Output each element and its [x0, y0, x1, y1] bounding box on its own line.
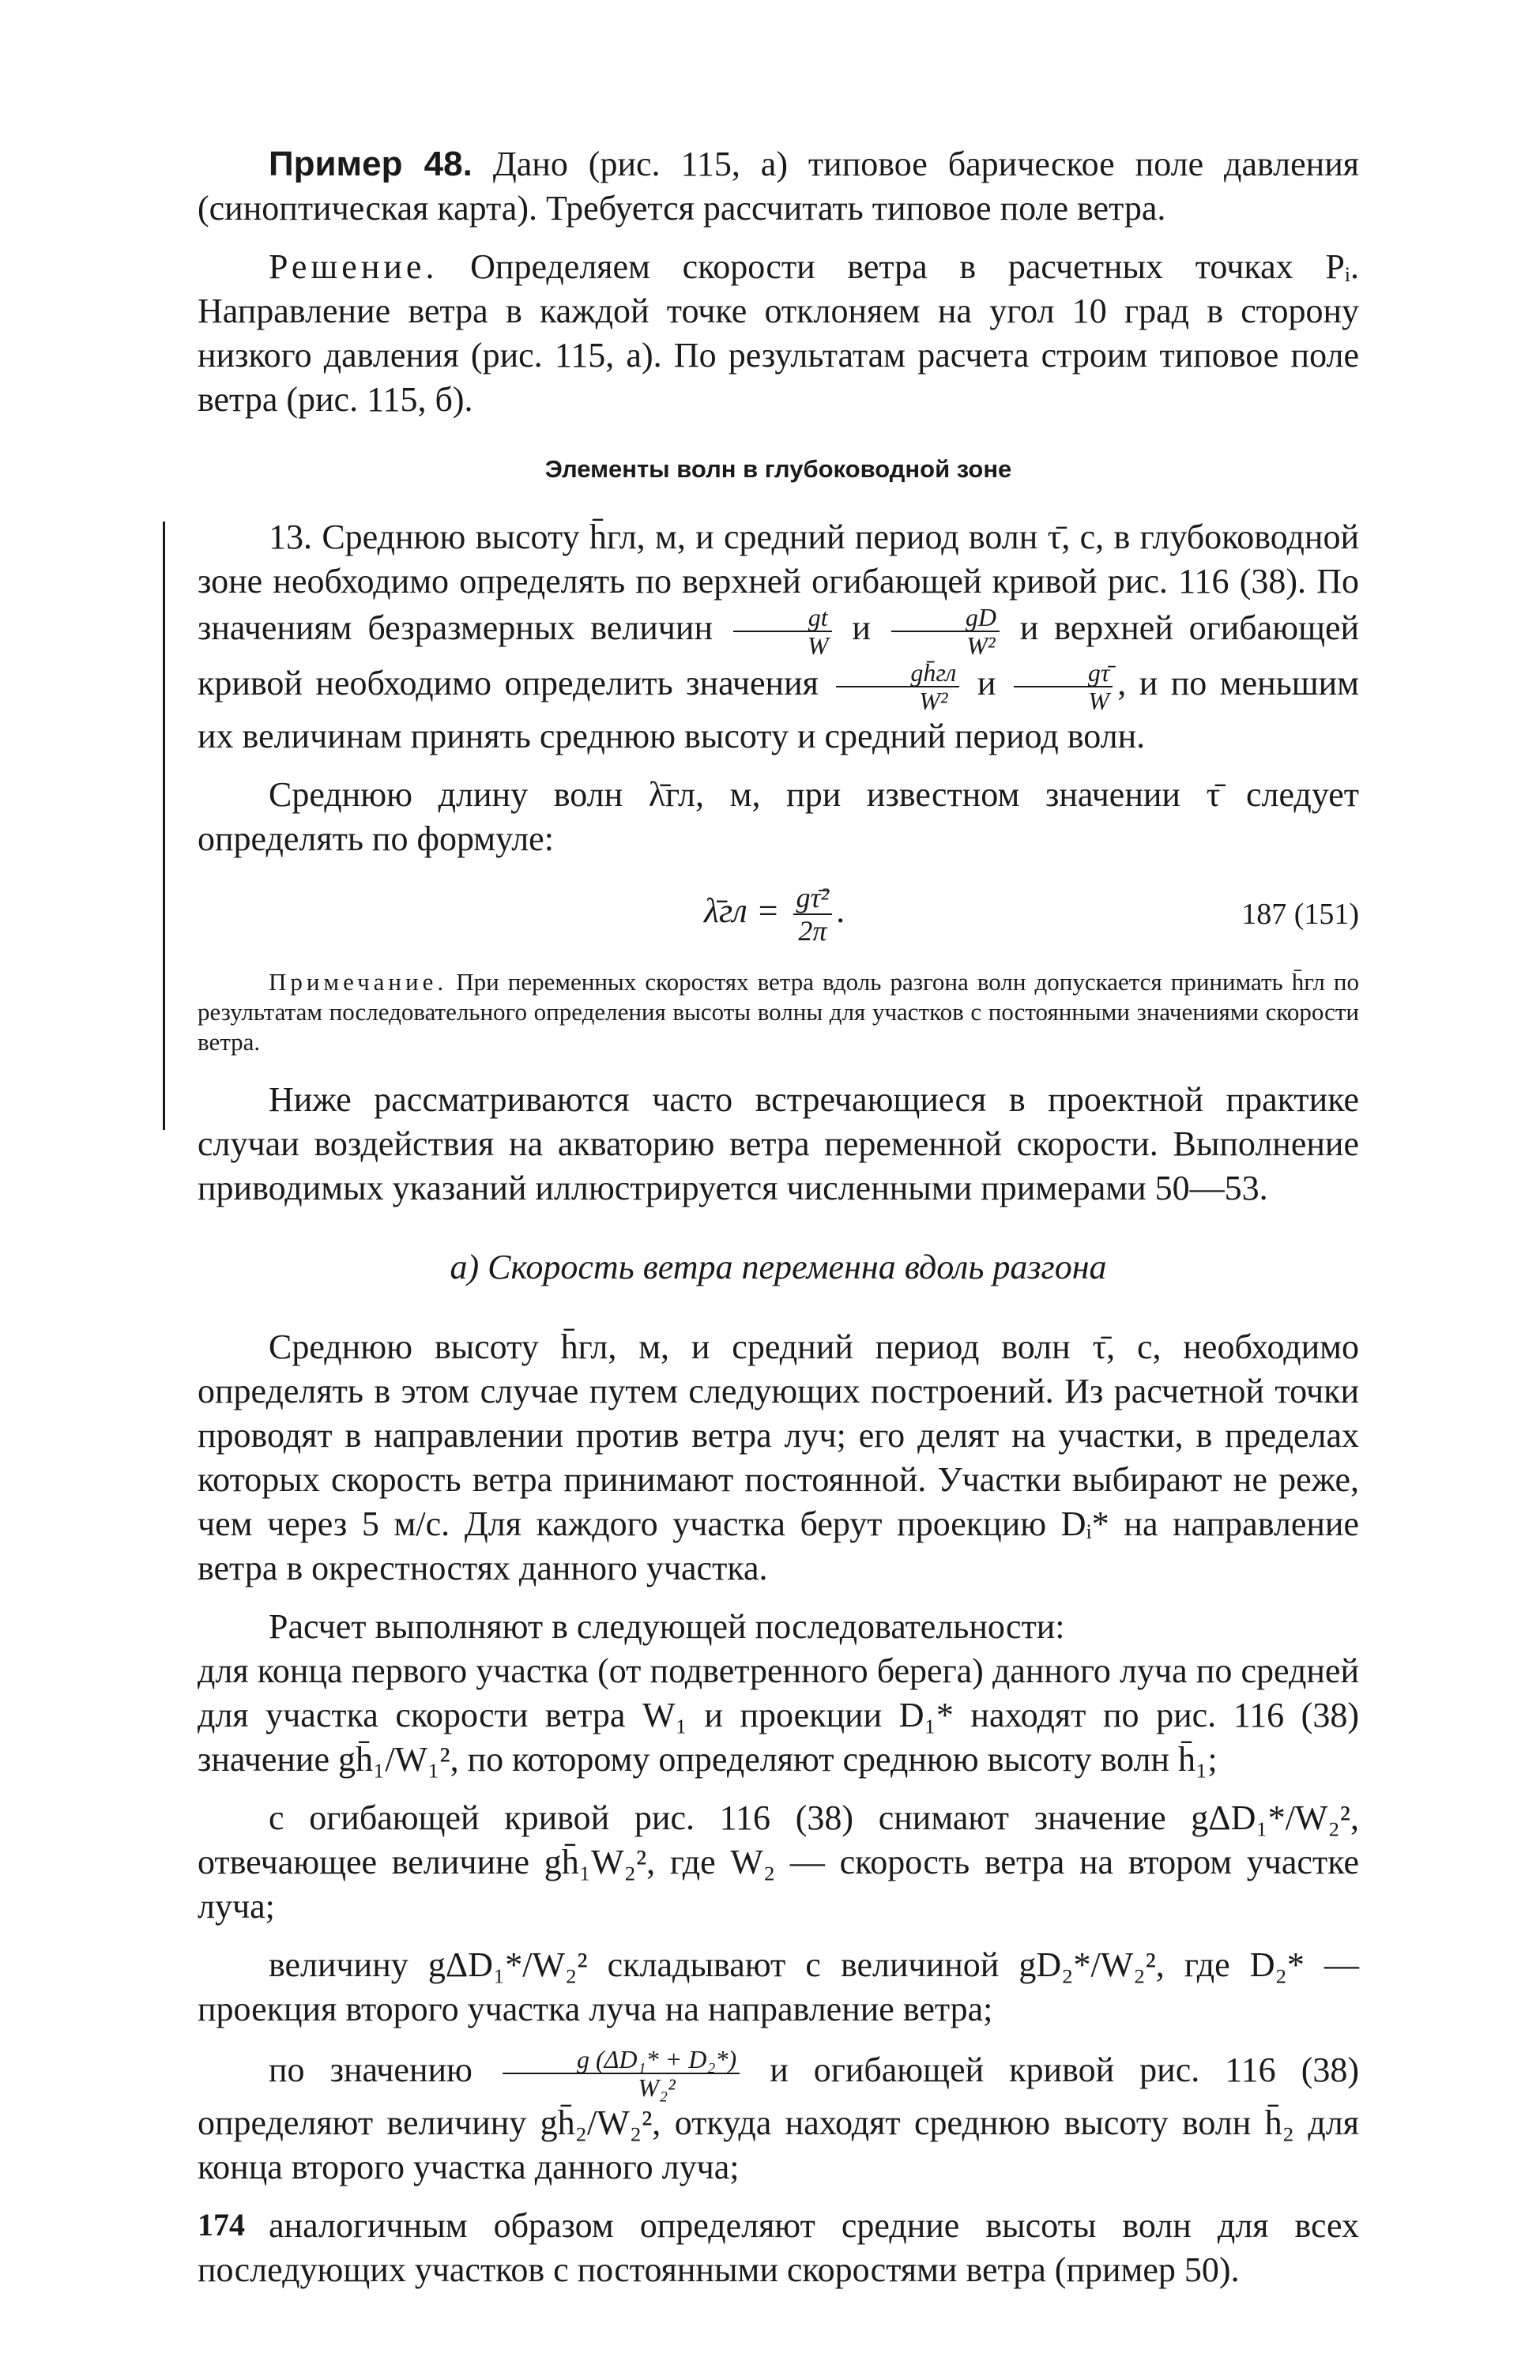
example-label: Пример 48. — [269, 145, 473, 183]
example-text: Дано (рис. 115, а) типовое барическое поле давления (синоптическая карта). Требуется рассчитать типовое поле ветра. — [198, 145, 1359, 228]
p13-text3: , и по меньшим их величинам принять среднюю высоту и средний период волн. — [198, 664, 1360, 755]
margin-rule — [163, 522, 165, 1130]
p13-text1: 13. Среднюю высоту h̄гл, м, и средний период волн τ̄, с, в глубоководной зоне необходимо определять по верхней огибающей кривой рис. 116 (38). По значениям безразмерных величин — [198, 518, 1359, 648]
and-word: и — [977, 664, 996, 703]
solution-paragraph — [198, 245, 1359, 422]
step-2-paragraph: с огибающей кривой рис. 116 (38) снимают значение gΔD₁*/W₂², отвечающее величине gh̄₁W₂², где W₂ — скорость ветра на втором участке луча; — [198, 1798, 1359, 1926]
note-paragraph — [198, 967, 1359, 1057]
method-paragraph: Среднюю высоту h̄гл, м, и средний период волн τ̄, с, необходимо определять в этом случае путем следующих построений. Из расчетной точки проводят в направлении против ветра луч; его делят на участки, в пределах которых скорость ветра принимают постоянной. Участки выбирают не реже, чем через 5 м/с. Для каждого участка берут проекцию Dᵢ* на направление ветра в окрестностях данного участка. — [198, 1327, 1359, 1587]
page-number: 174 — [198, 2207, 245, 2243]
step-1-paragraph: для конца первого участка (от подветренного берега) данного луча по средней для участка скорости ветра W₁ и проекции D₁* находят по рис. 116 (38) значение gh̄₁/W₁², по которому определяют среднюю высоту волн h̄₁; — [198, 1651, 1359, 1779]
step-5-paragraph: аналогичным образом определяют средние высоты волн для всех последующих участков с постоянными скоростями ветра (пример 50). — [198, 2206, 1359, 2289]
solution-text: Определяем скорости ветра в расчетных точках Pᵢ. Направление ветра в каждой точке отклоняем на угол 10 град в сторону низкого давления (рис. 115, а). По результатам расчета строим типовое поле ветра (рис. 115, б). — [198, 247, 1359, 419]
formula-expression: λ̄гл = $\frac{\text{gτ̄²}}{2\pi}$ . — [703, 882, 846, 947]
paragraph-13 — [198, 515, 1359, 759]
section-heading: Элементы волн в глубоководной зоне — [544, 455, 1012, 483]
and-word: и — [852, 608, 871, 648]
cases-paragraph: Ниже рассматриваются часто встречающиеся в проектной практике случаи воздействия на акваторию ветра переменной скорости. Выполнение приводимых указаний иллюстрируется численными примерами 50—53. — [198, 1080, 1359, 1207]
fraction-gtau-w: $\frac{g\taū}{W}$ — [1014, 659, 1113, 714]
step-4-paragraph: по значению $\frac{\text{g (ΔD₁* + D₂*)}}{\text{W₂²}}$ и огибающей кривой рис. 116 (38) определяют величину gh̄₂/W₂², откуда находят среднюю высоту волн h̄₂ для конца второго участка данного луча; — [198, 2045, 1360, 2186]
wavelength-paragraph: Среднюю длину волн λ̄гл, м, при известном значении τ̄ следует определять по формуле: — [198, 775, 1359, 858]
fraction-gd-w2: $\frac{gD}{\text{W²}}$ — [891, 604, 1000, 659]
note-label: Примечание. — [269, 968, 448, 996]
note-text: При переменных скоростях ветра вдоль разгона волн допускается принимать h̄гл по результатам последовательного определения высоты волны для участков с постоянными значениями скорости ветра. — [198, 968, 1359, 1056]
fraction-delta-d: $\frac{\text{g (ΔD₁* + D₂*)}}{\text{W₂²}}$ — [503, 2046, 740, 2101]
p13-text2: и верхней огибающей кривой необходимо определить значения — [198, 608, 1360, 703]
step-3-paragraph: величину gΔD₁*/W₂² складывают с величиной gD₂*/W₂², где D₂* — проекция второго участка луча на направление ветра; — [198, 1945, 1359, 2028]
fraction-gt-w: $\frac{gt}{W}$ — [733, 604, 832, 659]
example-paragraph — [198, 142, 1359, 231]
fraction-gh-w2: $\frac{gh̄гл}{\text{W²}}$ — [836, 659, 959, 714]
formula-fraction: $\frac{\text{gτ̄²}}{2\pi}$ — [793, 882, 833, 947]
formula-number: 187 (151) — [1241, 898, 1359, 931]
order-paragraph: Расчет выполняют в следующей последовательности: — [269, 1607, 1065, 1646]
subsection-heading: а) Скорость ветра переменна вдоль разгона — [450, 1248, 1107, 1286]
formula-187 — [198, 882, 1359, 947]
page-body — [198, 142, 1359, 2292]
solution-label: Решение. — [269, 247, 439, 286]
revised-block — [198, 515, 1359, 1057]
